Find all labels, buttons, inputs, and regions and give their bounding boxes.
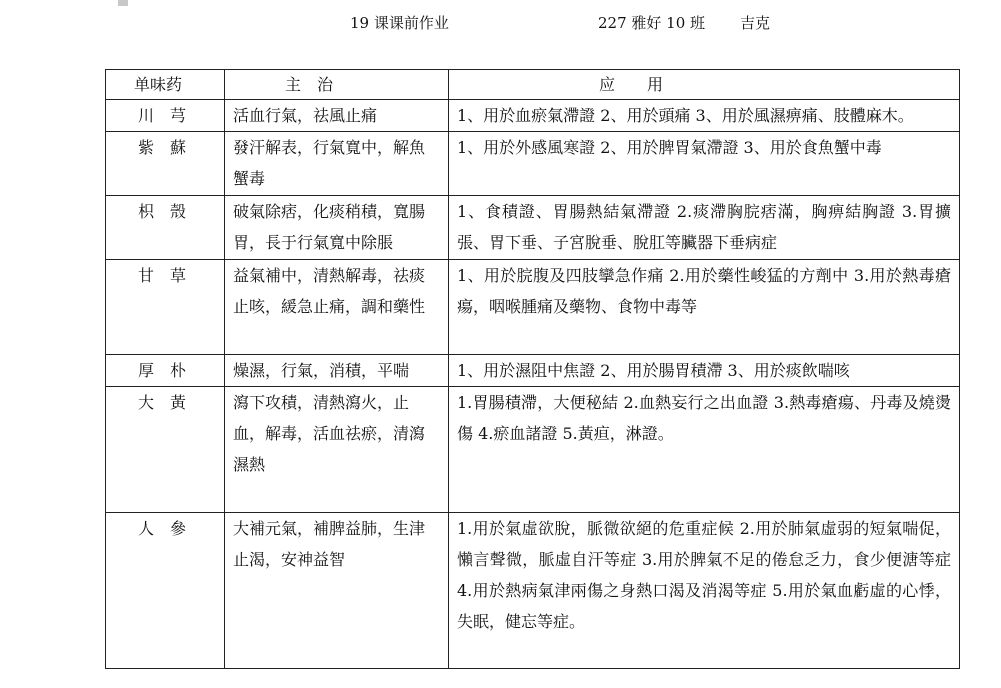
herb-indications: 破氣除痞，化痰稍積，寬腸胃，長于行氣寬中除脹 [225,196,449,260]
herb-name: 川 芎 [106,100,225,132]
herb-name: 厚 朴 [106,355,225,387]
table-row [106,355,960,387]
table-row [106,132,960,196]
herb-indications: 瀉下攻積，清熱瀉火，止血，解毒，活血祛瘀，清瀉濕熱 [225,387,449,513]
herb-applications: 1、用於外感風寒證 2、用於脾胃氣滯證 3、用於食魚蟹中毒 [449,132,960,196]
table-row [106,513,960,669]
herb-name: 枳 殼 [106,196,225,260]
herb-indications: 燥濕，行氣，消積，平喘 [225,355,449,387]
table-row [106,260,960,355]
herb-indications: 益氣補中，清熱解毒，祛痰止咳，緩急止痛，調和藥性 [225,260,449,355]
herb-applications: 1.胃腸積滯，大便秘結 2.血熱妄行之出血證 3.熱毒瘡瘍、丹毒及燒燙傷 4.瘀血諸證 5.黃疸，淋證。 [449,387,960,513]
herb-table [105,69,960,669]
table-row [106,100,960,132]
herb-indications: 發汗解表，行氣寬中，解魚蟹毒 [225,132,449,196]
column-header-indications: 主 治 [225,70,449,100]
header-assignment: 19 课课前作业 [350,14,449,32]
corner-mark [118,0,128,6]
herb-name: 紫 蘇 [106,132,225,196]
herb-applications: 1.用於氣虛欲脫，脈微欲絕的危重症候 2.用於肺氣虛弱的短氣喘促，懶言聲微，脈虛自汗等症 3.用於脾氣不足的倦怠乏力，食少便溏等症 4.用於熱病氣津兩傷之身熱口渴及消渴等症 5.用於氣血虧虛的心悸，失眠，健忘等症。 [449,513,960,669]
herb-indications: 大補元氣，補脾益肺，生津止渴，安神益智 [225,513,449,669]
table-header-row [106,70,960,100]
herb-applications: 1、食積證、胃腸熱結氣滯證 2.痰滯胸脘痞滿，胸痹結胸證 3.胃擴張、胃下垂、子宮脫垂、脫肛等臟器下垂病症 [449,196,960,260]
header-class: 227 雅好 10 班 [598,14,706,32]
column-header-herb: 单味药 [106,70,225,100]
header-student-name: 吉克 [740,14,771,32]
herb-name: 人 參 [106,513,225,669]
herb-applications: 1、用於濕阻中焦證 2、用於腸胃積滯 3、用於痰飲喘咳 [449,355,960,387]
herb-applications: 1、用於血瘀氣滯證 2、用於頭痛 3、用於風濕痹痛、肢體麻木。 [449,100,960,132]
column-header-applications: 应 用 [449,70,960,100]
table-row [106,387,960,513]
herb-indications: 活血行氣，祛風止痛 [225,100,449,132]
herb-name: 甘 草 [106,260,225,355]
herb-name: 大 黃 [106,387,225,513]
document-header [0,12,1001,34]
herb-applications: 1、用於脘腹及四肢攣急作痛 2.用於藥性峻猛的方劑中 3.用於熱毒瘡瘍，咽喉腫痛及藥物、食物中毒等 [449,260,960,355]
table-row [106,196,960,260]
